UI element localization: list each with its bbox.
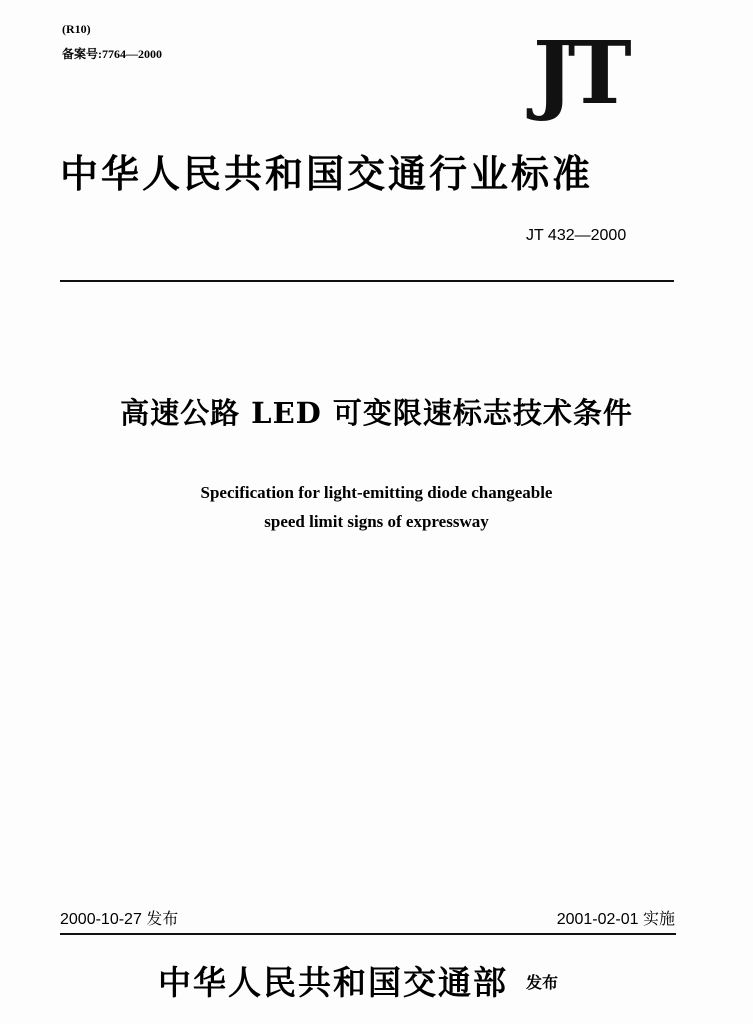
document-title-en-line2: speed limit signs of expressway: [264, 512, 489, 531]
record-number: 备案号:7764—2000: [62, 47, 162, 61]
issue-date: 2000-10-27 发布: [60, 911, 179, 928]
header-divider: [60, 280, 674, 282]
classification-code: (R10): [62, 22, 91, 36]
standard-category-title: 中华人民共和国交通行业标准: [60, 151, 594, 196]
document-title-en: [0, 478, 753, 536]
jt-logo-text: JT: [533, 23, 626, 124]
issuer-suffix: 发布: [526, 973, 559, 992]
jt-logo: [533, 23, 659, 124]
issuer-block: [158, 961, 558, 1005]
document-title-zh: 高速公路 LED 可变限速标志技术条件: [120, 396, 633, 430]
footer-divider: [60, 933, 676, 935]
issuer-name: 中华人民共和国交通部: [158, 963, 508, 1002]
standard-number: JT 432—2000: [526, 227, 627, 244]
implementation-date: 2001-02-01 实施: [556, 911, 675, 928]
document-title-en-line1: Specification for light-emitting diode changeable: [200, 483, 553, 502]
